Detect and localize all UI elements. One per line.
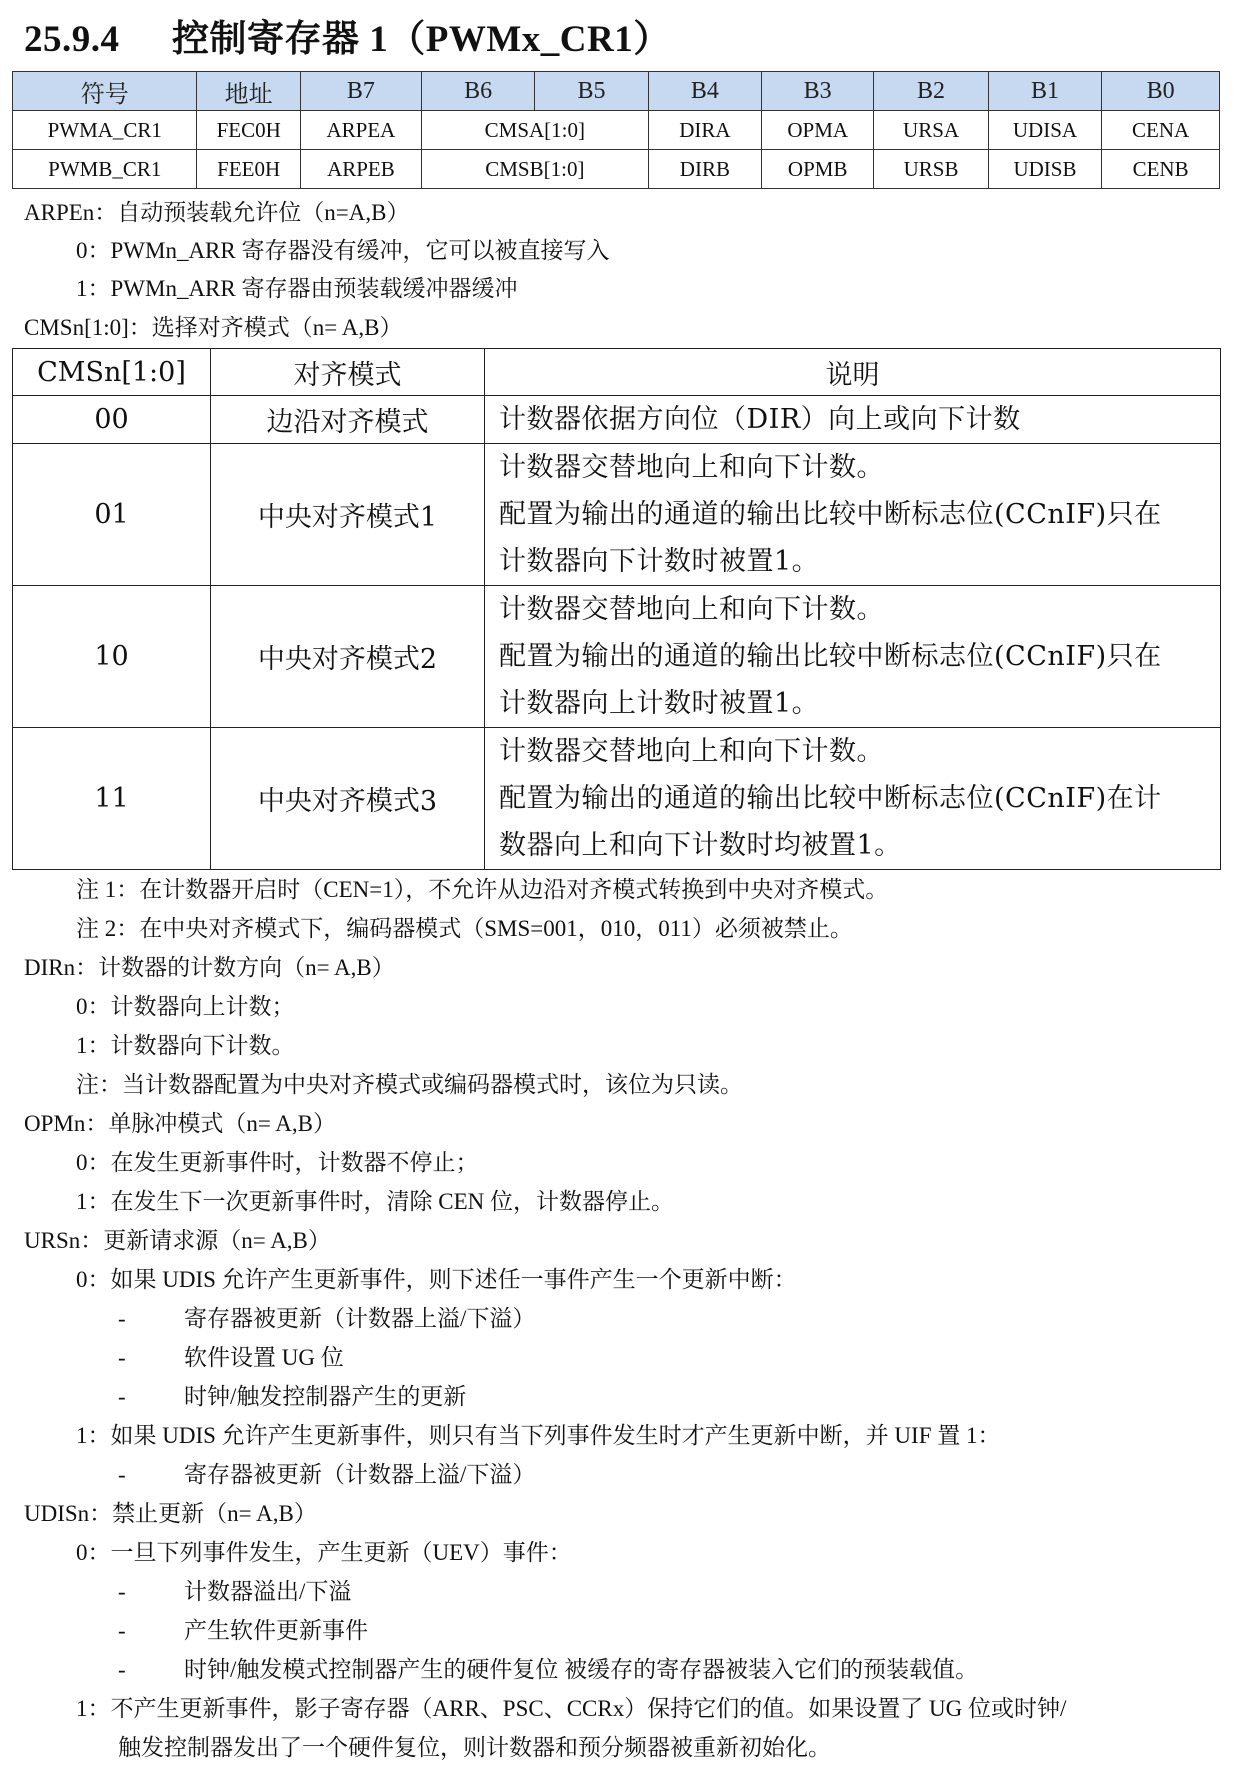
bullet-dash: - [118,1384,126,1409]
cms-note: 注 1：在计数器开启时（CEN=1），不允许从边沿对齐模式转换到中央对齐模式。 [76,877,889,902]
dir-item: 0：计数器向上计数； [76,994,295,1019]
header-cell: B1 [988,72,1101,111]
urs-bullet-item: - 寄存器被更新（计数器上溢/下溢） [118,1460,535,1490]
opm-heading: OPMn：单脉冲模式（n= A,B） [24,1111,337,1136]
cell-mode: 中央对齐模式1 [211,444,485,586]
desc-line: 计数器向下计数时被置1。 [499,546,820,577]
udis-item-continued: 触发控制器发出了一个硬件复位，则计数器和预分频器被重新初始化。 [118,1735,831,1760]
cell-b4: DIRB [648,150,761,189]
cms-table-header [13,349,1221,396]
cell-mode: 边沿对齐模式 [211,396,485,444]
header-cell: 符号 [13,72,197,111]
section-title-text: 控制寄存器 1（PWMx_CR1） [172,19,671,60]
desc-line: 计数器依据方向位（DIR）向上或向下计数 [499,404,1021,435]
table-row [13,586,1221,728]
cell-b6-5: CMSA[1:0] [421,111,648,150]
register-table-header [13,72,1220,111]
cms-table [12,348,1221,870]
cell-mode: 中央对齐模式2 [211,586,485,728]
bullet-dash: - [118,1657,126,1682]
bullet-dash: - [118,1462,126,1487]
urs-item: 1：如果 UDIS 允许产生更新事件，则只有当下列事件发生时才产生更新中断，并 UIF 置 1： [76,1423,1001,1448]
desc-line: 计数器交替地向上和向下计数。 [499,452,884,483]
section-title [24,8,671,62]
urs-bullet-item: - 软件设置 UG 位 [118,1343,344,1373]
bullet-dash: - [118,1618,126,1643]
cell-desc [485,396,1221,444]
udis-bullet-item: - 时钟/触发模式控制器产生的硬件复位 被缓存的寄存器被装入它们的预装载值。 [118,1655,978,1685]
cell-b1: UDISA [988,111,1101,150]
table-row [13,150,1220,189]
cell-desc [485,586,1221,728]
cell-desc [485,444,1221,586]
bullet-dash: - [118,1306,126,1331]
cell-address: FEC0H [197,111,300,150]
udis-item: 1：不产生更新事件，影子寄存器（ARR、PSC、CCRx）保持它们的值。如果设置了 UG 位或时钟/ [76,1696,1067,1721]
table-row [13,444,1221,586]
udis-bullet-item: - 计数器溢出/下溢 [118,1577,351,1607]
header-cell: 地址 [197,72,300,111]
udis-heading: UDISn：禁止更新（n= A,B） [24,1501,317,1526]
cms-heading: CMSn[1:0]：选择对齐模式（n= A,B） [24,315,403,340]
table-row [13,728,1221,870]
cell-b6-5: CMSB[1:0] [421,150,648,189]
arpe-item: 1：PWMn_ARR 寄存器由预装载缓冲器缓冲 [76,276,518,301]
arpe-item: 0：PWMn_ARR 寄存器没有缓冲，它可以被直接写入 [76,238,610,263]
urs-item: 0：如果 UDIS 允许产生更新事件，则下述任一事件产生一个更新中断： [76,1267,797,1292]
section-number: 25.9.4 [24,19,120,60]
urs-bullet-item: - 寄存器被更新（计数器上溢/下溢） [118,1304,535,1334]
urs-heading: URSn：更新请求源（n= A,B） [24,1228,331,1253]
desc-line: 配置为输出的通道的输出比较中断标志位(CCnIF)只在 [499,641,1162,672]
dir-item: 1：计数器向下计数。 [76,1033,295,1058]
header-cell: CMSn[1:0] [13,349,211,396]
header-cell: B3 [762,72,874,111]
header-cell: B6 [421,72,534,111]
cell-symbol: PWMB_CR1 [13,150,197,189]
cell-b0: CENA [1102,111,1220,150]
header-cell: B5 [535,72,648,111]
header-cell: 说明 [485,349,1221,396]
cell-b3: OPMA [762,111,874,150]
desc-line: 配置为输出的通道的输出比较中断标志位(CCnIF)在计 [499,783,1162,814]
cell-value: 10 [13,586,211,728]
dir-note: 注：当计数器配置为中央对齐模式或编码器模式时，该位为只读。 [76,1072,743,1097]
cell-b0: CENB [1102,150,1220,189]
desc-line: 计数器交替地向上和向下计数。 [499,594,884,625]
cell-b3: OPMB [762,150,874,189]
table-row [13,396,1221,444]
cell-value: 01 [13,444,211,586]
table-row [13,111,1220,150]
cell-desc [485,728,1221,870]
cell-mode: 中央对齐模式3 [211,728,485,870]
header-cell: B2 [874,72,988,111]
bullet-dash: - [118,1345,126,1370]
desc-line: 配置为输出的通道的输出比较中断标志位(CCnIF)只在 [499,499,1162,530]
bullet-dash: - [118,1579,126,1604]
urs-bullet-item: - 时钟/触发控制器产生的更新 [118,1382,466,1412]
opm-item: 0：在发生更新事件时，计数器不停止； [76,1150,479,1175]
header-cell: B4 [648,72,761,111]
desc-line: 计数器向上计数时被置1。 [499,688,820,719]
udis-item: 0：一旦下列事件发生，产生更新（UEV）事件： [76,1540,572,1565]
desc-line: 数器向上和向下计数时均被置1。 [499,830,902,861]
cell-value: 00 [13,396,211,444]
udis-bullet-item: - 产生软件更新事件 [118,1616,368,1646]
desc-line: 计数器交替地向上和向下计数。 [499,736,884,767]
header-cell: B0 [1102,72,1220,111]
cell-address: FEE0H [197,150,300,189]
cms-note: 注 2：在中央对齐模式下，编码器模式（SMS=001，010，011）必须被禁止。 [76,916,853,941]
cell-b1: UDISB [988,150,1101,189]
header-cell: 对齐模式 [211,349,485,396]
opm-item: 1：在发生下一次更新事件时，清除 CEN 位，计数器停止。 [76,1189,674,1214]
cell-b4: DIRA [648,111,761,150]
header-cell: B7 [300,72,421,111]
cell-b7: ARPEB [300,150,421,189]
cell-symbol: PWMA_CR1 [13,111,197,150]
cell-b2: URSA [874,111,988,150]
cell-b2: URSB [874,150,988,189]
dir-heading: DIRn：计数器的计数方向（n= A,B） [24,955,395,980]
cell-value: 11 [13,728,211,870]
arpe-heading: ARPEn：自动预装载允许位（n=A,B） [24,200,410,225]
cell-b7: ARPEA [300,111,421,150]
register-table [12,71,1220,189]
